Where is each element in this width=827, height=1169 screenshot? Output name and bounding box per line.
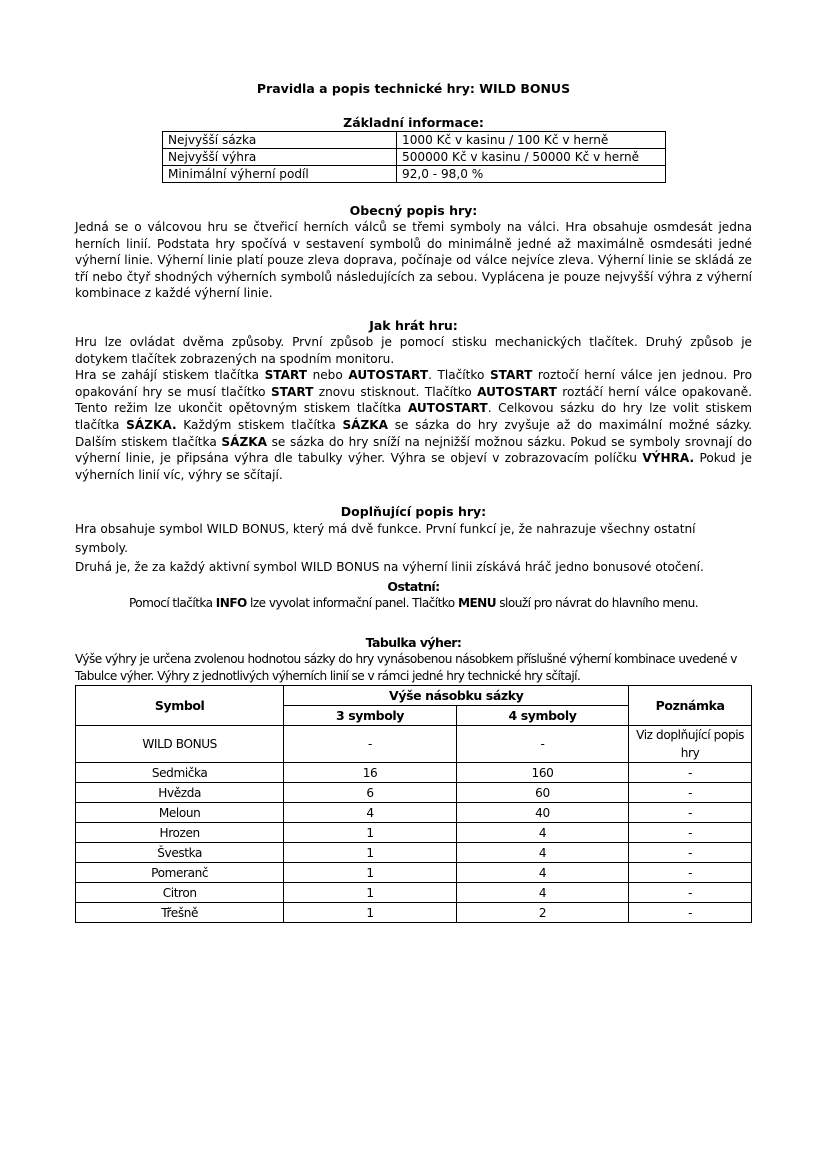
bet-keyword: SÁZKA	[342, 417, 389, 432]
text-run: nebo	[307, 368, 349, 383]
cell-symbol: Citron	[76, 883, 284, 903]
bet-keyword: SÁZKA.	[126, 417, 177, 432]
cell-note: -	[629, 783, 752, 803]
autostart-keyword: AUTOSTART	[348, 368, 429, 383]
column-header-three: 3 symboly	[284, 706, 456, 726]
info-label: Nejvyšší sázka	[163, 132, 397, 149]
info-label: Nejvyšší výhra	[163, 149, 397, 166]
cell-note: -	[629, 903, 752, 923]
other-text	[75, 595, 752, 612]
cell-three: 1	[284, 863, 456, 883]
start-keyword: START	[264, 368, 307, 383]
document-title: Pravidla a popis technické hry: WILD BONUS	[256, 81, 571, 96]
column-header-multiplier: Výše násobku sázky	[284, 686, 629, 706]
table-row	[76, 883, 752, 903]
cell-four: 4	[456, 863, 628, 883]
cell-four: 4	[456, 823, 628, 843]
table-row	[163, 149, 666, 166]
cell-note: Viz doplňující popis hry	[629, 726, 752, 763]
supplementary-heading: Doplňující popis hry:	[340, 504, 487, 519]
table-header-row	[76, 686, 752, 706]
column-header-four: 4 symboly	[456, 706, 628, 726]
win-keyword: VÝHRA.	[642, 451, 695, 466]
cell-symbol: Hvězda	[76, 783, 284, 803]
how-to-play-paragraph-2	[75, 367, 752, 483]
cell-note: -	[629, 803, 752, 823]
cell-three: 1	[284, 823, 456, 843]
paytable-heading: Tabulka výher:	[365, 635, 462, 650]
bet-keyword: SÁZKA	[221, 434, 267, 449]
text-run: se sázka do hry sníží na nejnižší možnou sázku. Pokud se symboly srovnají do výherní linie, je připsána výhra dle tabulky výher. Výhra se objeví v zobrazovacím políčku	[75, 434, 752, 466]
cell-three: 1	[284, 883, 456, 903]
cell-symbol: Třešně	[76, 903, 284, 923]
text-run: . Tlačítko	[428, 368, 490, 383]
how-to-play-text	[75, 334, 752, 483]
cell-symbol: Švestka	[76, 843, 284, 863]
info-keyword: INFO	[215, 596, 247, 610]
column-header-note: Poznámka	[629, 686, 752, 726]
text-run: Pokud je výherních linií víc, výhry se sčítají.	[75, 451, 752, 482]
cell-symbol: WILD BONUS	[76, 726, 284, 763]
cell-note: -	[629, 823, 752, 843]
basic-info-heading: Základní informace:	[343, 115, 484, 130]
cell-four: 2	[456, 903, 628, 923]
cell-four: 4	[456, 883, 628, 903]
table-row	[76, 726, 752, 763]
table-row	[163, 166, 666, 183]
other-heading: Ostatní:	[387, 579, 440, 594]
info-value: 500000 Kč v kasinu / 50000 Kč v herně	[397, 149, 666, 166]
text-run: Pomocí tlačítka	[128, 596, 216, 610]
text-run: lze vyvolat informační panel. Tlačítko	[246, 596, 458, 610]
cell-four: -	[456, 726, 628, 763]
general-heading: Obecný popis hry:	[349, 203, 478, 218]
text-run: se sázka do hry zvyšuje až do maximální možné sázky. Dalším stiskem tlačítka	[75, 417, 753, 449]
cell-note: -	[629, 883, 752, 903]
cell-symbol: Meloun	[76, 803, 284, 823]
cell-three: -	[284, 726, 456, 763]
menu-keyword: MENU	[457, 596, 496, 610]
cell-three: 4	[284, 803, 456, 823]
cell-four: 40	[456, 803, 628, 823]
cell-three: 16	[284, 763, 456, 783]
text-run: Hra se zahájí stiskem tlačítka	[75, 368, 265, 383]
supplementary-line-1: Hra obsahuje symbol WILD BONUS, který má dvě funkce. První funkcí je, že nahrazuje všechny ostatní symboly.	[75, 522, 696, 555]
cell-four: 4	[456, 843, 628, 863]
text-run: roztáčí herní válce opakovaně. Tento režim lze ukončit opětovným stiskem tlačítka	[75, 384, 752, 416]
text-run: roztočí herní válce jen jednou. Pro opakování hry se musí tlačítko	[75, 368, 752, 399]
column-header-symbol: Symbol	[76, 686, 284, 726]
table-row	[76, 783, 752, 803]
info-value: 92,0 - 98,0 %	[397, 166, 666, 183]
table-row	[163, 132, 666, 149]
autostart-keyword: AUTOSTART	[477, 384, 557, 399]
autostart-keyword: AUTOSTART	[407, 401, 488, 416]
table-row	[76, 803, 752, 823]
basic-info-table	[162, 131, 666, 183]
cell-three: 6	[284, 783, 456, 803]
cell-symbol: Sedmička	[76, 763, 284, 783]
cell-four: 60	[456, 783, 628, 803]
text-run: znovu stisknout. Tlačítko	[313, 384, 478, 399]
start-keyword: START	[270, 384, 314, 399]
text-run: . Celkovou sázku do hry lze volit stiskem tlačítka	[75, 401, 752, 432]
table-row	[76, 863, 752, 883]
cell-note: -	[629, 863, 752, 883]
cell-symbol: Hrozen	[76, 823, 284, 843]
table-row	[76, 763, 752, 783]
text-run: Každým stiskem tlačítka	[176, 417, 343, 432]
table-row	[76, 823, 752, 843]
cell-three: 1	[284, 843, 456, 863]
paytable	[75, 685, 752, 923]
paytable-intro: Výše výhry je určena zvolenou hodnotou sázky do hry vynásobenou násobkem příslušné výherní kombinace uvedené v Tabulce výher. Výhry z jednotlivých výherních linií se v rámci jedné hry technické hry sčítají.	[75, 652, 737, 683]
how-to-play-heading: Jak hrát hru:	[369, 318, 458, 333]
table-row	[76, 903, 752, 923]
info-label: Minimální výherní podíl	[163, 166, 397, 183]
cell-symbol: Pomeranč	[76, 863, 284, 883]
cell-three: 1	[284, 903, 456, 923]
start-keyword: START	[489, 368, 533, 383]
table-row	[76, 843, 752, 863]
cell-note: -	[629, 763, 752, 783]
text-run: slouží pro návrat do hlavního menu.	[496, 596, 698, 610]
how-to-play-paragraph-1: Hru lze ovládat dvěma způsoby. První způsob je pomocí stisku mechanických tlačítek. Druhý způsob je dotykem tlačítek zobrazených na spodním monitoru.	[75, 335, 752, 366]
info-value: 1000 Kč v kasinu / 100 Kč v herně	[397, 132, 666, 149]
supplementary-text	[75, 520, 752, 577]
general-text: Jedná se o válcovou hru se čtveřicí herních válců se třemi symboly na válci. Hra obsahuje osmdesát jedna herních linií. Podstata hry spočívá v sestavení symbolů do minimálně jedné až maximálně osmdesáti jedné výherní linie. Výherní linie platí pouze zleva doprava, počínaje od válce nejvíce zleva. Výherní linie se skládá ze tří nebo čtyř shodných výherních symbolů následujících za sebou. Vyplácena je pouze nejvyšší výhra z výherní kombinace z každé výherní linie.	[75, 220, 752, 301]
supplementary-line-2: Druhá je, že za každý aktivní symbol WILD BONUS na výherní linii získává hráč jedno bonusové otočení.	[75, 560, 704, 574]
cell-four: 160	[456, 763, 628, 783]
cell-note: -	[629, 843, 752, 863]
